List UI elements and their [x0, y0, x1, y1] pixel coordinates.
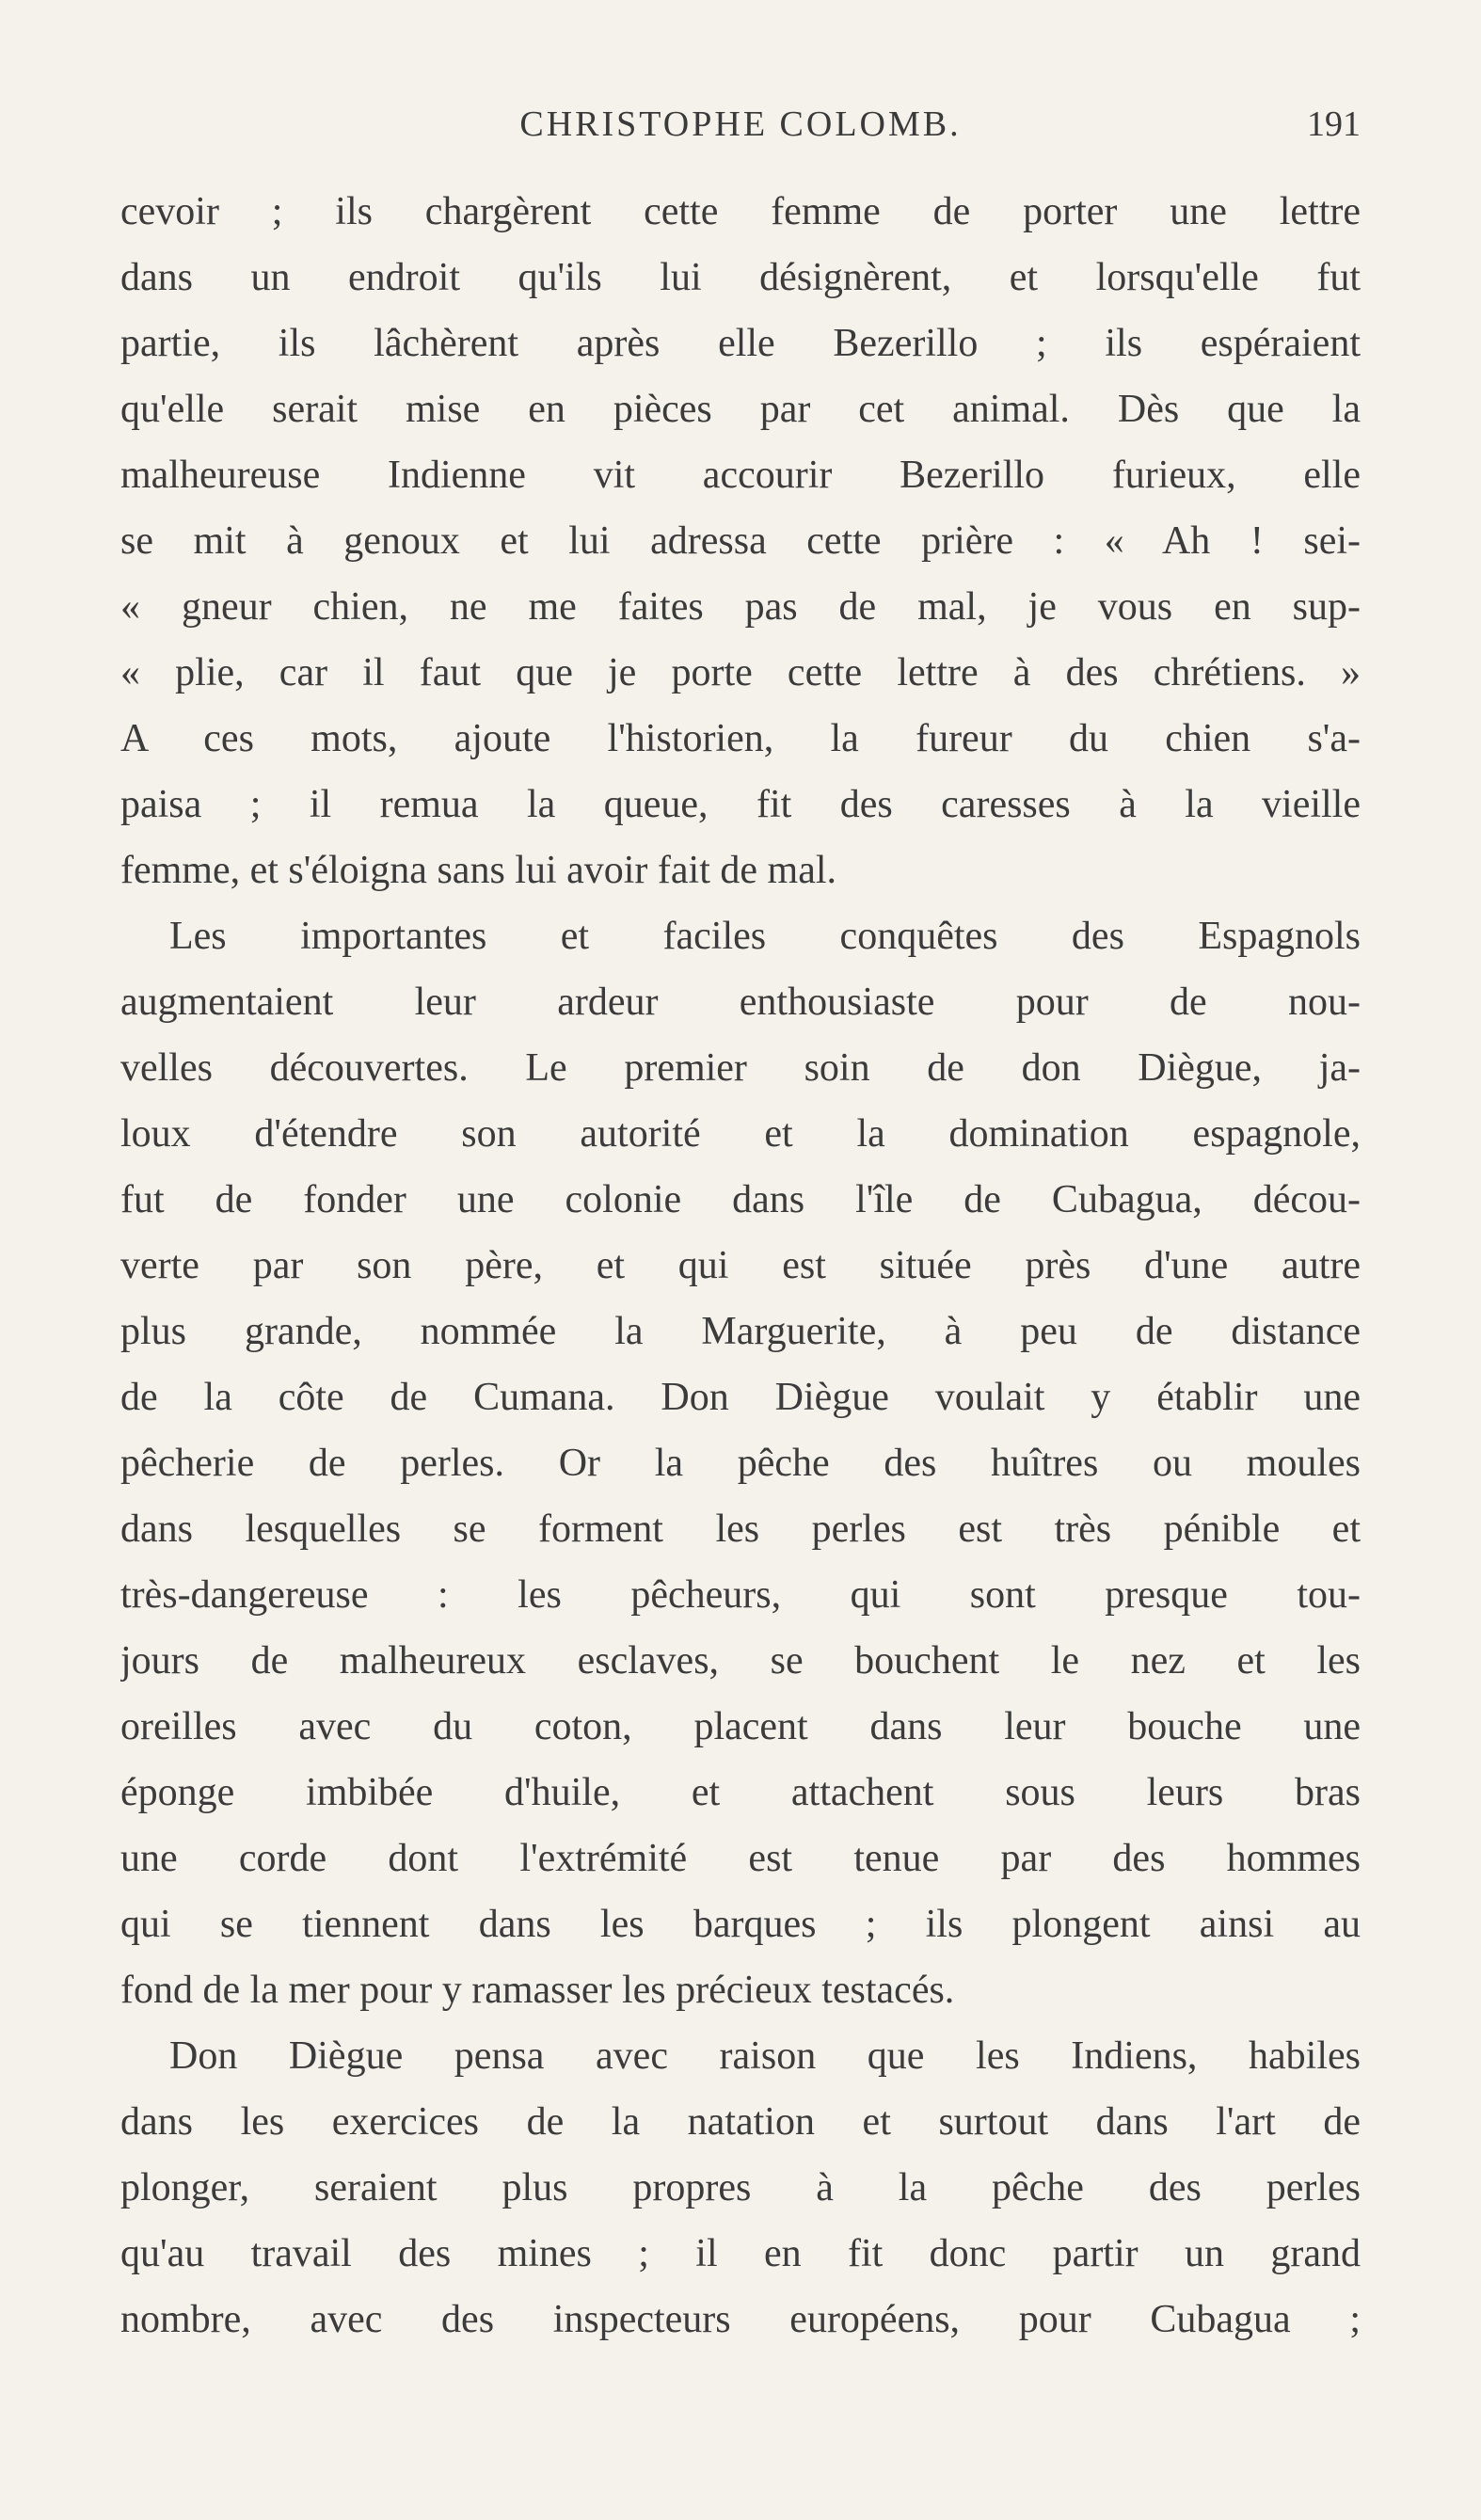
running-head [120, 104, 1361, 160]
text-line: dans les exercices de la natation et surtout dans l'art de [120, 2100, 1361, 2144]
running-title: CHRISTOPHE COLOMB. [519, 104, 962, 144]
text-line: jours de malheureux esclaves, se bouchent le nez et les [120, 1639, 1361, 1683]
page-number: 191 [1307, 104, 1361, 144]
text-line: Don Diègue pensa avec raison que les Indiens, habiles [169, 2034, 1361, 2078]
text-line: plonger, seraient plus propres à la pêche des perles [120, 2166, 1361, 2209]
text-line: partie, ils lâchèrent après elle Bezerillo ; ils espéraient [120, 322, 1361, 365]
text-line: fond de la mer pour y ramasser les précieux testacés. [120, 1969, 955, 2012]
text-line: velles découvertes. Le premier soin de don Diègue, ja- [120, 1046, 1361, 1090]
text-line: loux d'étendre son autorité et la domination espagnole, [120, 1112, 1361, 1156]
text-line: pêcherie de perles. Or la pêche des huîtres ou moules [120, 1442, 1361, 1485]
text-line: fut de fonder une colonie dans l'île de Cubagua, décou- [120, 1178, 1361, 1221]
text-line: une corde dont l'extrémité est tenue par des hommes [120, 1837, 1361, 1880]
text-line: nombre, avec des inspecteurs européens, pour Cubagua ; [120, 2298, 1361, 2341]
text-line: « gneur chien, ne me faites pas de mal, je vous en sup- [120, 585, 1361, 629]
text-line: se mit à genoux et lui adressa cette prière : « Ah ! sei- [120, 519, 1361, 563]
text-line: A ces mots, ajoute l'historien, la fureur du chien s'a- [120, 717, 1361, 760]
text-line: dans un endroit qu'ils lui désignèrent, et lorsqu'elle fut [120, 256, 1361, 299]
text-line: verte par son père, et qui est située près d'une autre [120, 1244, 1361, 1287]
text-line: paisa ; il remua la queue, fit des caresses à la vieille [120, 783, 1361, 826]
text-line: augmentaient leur ardeur enthousiaste pour de nou- [120, 981, 1361, 1024]
text-line: très-dangereuse : les pêcheurs, qui sont presque tou- [120, 1573, 1361, 1617]
body-text [120, 179, 1361, 2353]
text-line: éponge imbibée d'huile, et attachent sous leurs bras [120, 1771, 1361, 1814]
text-line: de la côte de Cumana. Don Diègue voulait y établir une [120, 1376, 1361, 1419]
text-line: qui se tiennent dans les barques ; ils plongent ainsi au [120, 1903, 1361, 1946]
text-line: plus grande, nommée la Marguerite, à peu de distance [120, 1310, 1361, 1353]
text-line: qu'au travail des mines ; il en fit donc partir un grand [120, 2232, 1361, 2275]
text-line: malheureuse Indienne vit accourir Bezerillo furieux, elle [120, 454, 1361, 497]
text-line: Les importantes et faciles conquêtes des Espagnols [169, 915, 1361, 958]
text-line: cevoir ; ils chargèrent cette femme de porter une lettre [120, 190, 1361, 233]
text-line: oreilles avec du coton, placent dans leur bouche une [120, 1705, 1361, 1748]
text-line: femme, et s'éloigna sans lui avoir fait de mal. [120, 849, 837, 892]
text-line: dans lesquelles se forment les perles est très pénible et [120, 1507, 1361, 1551]
text-line: « plie, car il faut que je porte cette lettre à des chrétiens. » [120, 651, 1361, 694]
text-line: qu'elle serait mise en pièces par cet animal. Dès que la [120, 388, 1361, 431]
